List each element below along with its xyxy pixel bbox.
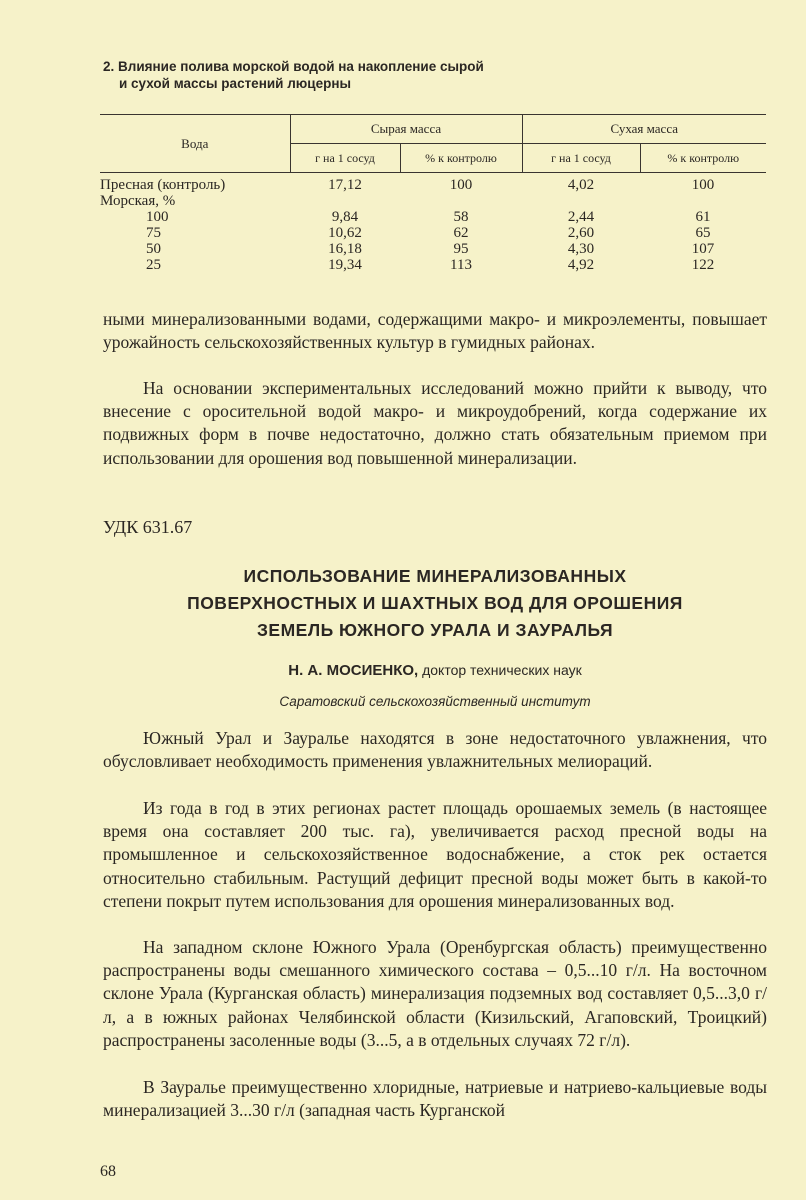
author-line: [103, 662, 767, 679]
row-label: 25: [146, 257, 161, 273]
author-name: Н. А. МОСИЕНКО,: [288, 662, 419, 679]
cell-dry-g: 4,02: [567, 177, 595, 193]
header-dry-mass: Сухая масса: [522, 115, 766, 144]
header-water: Вода: [100, 115, 290, 173]
header-fresh-g: г на 1 сосуд: [290, 144, 400, 173]
institute: Саратовский сельскохозяйственный институт: [279, 694, 591, 709]
cell-fresh-g: 10,62: [328, 225, 362, 241]
table-row: [100, 193, 766, 209]
cell-fresh-pct: [400, 193, 522, 209]
cell-fresh-g: [290, 193, 400, 209]
cell-dry-pct: 61: [695, 209, 711, 225]
cell-dry-g: [522, 193, 640, 209]
row-label: 75: [146, 225, 161, 241]
table-caption: [103, 58, 663, 92]
article-title-line-3: ЗЕМЕЛЬ ЮЖНОГО УРАЛА И ЗАУРАЛЬЯ: [256, 620, 614, 640]
cell-dry-g: 2,60: [567, 225, 595, 241]
cell-fresh-g: 16,18: [328, 241, 362, 257]
table-row: [100, 173, 766, 194]
cell-fresh-g: 9,84: [331, 209, 359, 225]
header-fresh-mass: Сырая масса: [290, 115, 522, 144]
row-label: Морская, %: [100, 193, 176, 209]
article-title: [103, 563, 767, 644]
cell-fresh-g: 19,34: [328, 257, 362, 273]
cell-dry-g: 4,92: [567, 257, 595, 273]
table-caption-line-2: и сухой массы растений люцерны: [119, 76, 352, 91]
paragraph-intro: Южный Урал и Зауралье находятся в зоне недостаточного увлажнения, что обусловливает необходимость применения увлажнительных мелиораций.: [103, 728, 767, 772]
paragraph-trans-ural: В Зауралье преимущественно хлоридные, натриевые и натриево-кальциевые воды минерализацией 3...30 г/л (западная часть Курганской: [103, 1077, 767, 1121]
cell-dry-g: 2,44: [567, 209, 595, 225]
cell-fresh-pct: 100: [449, 177, 473, 193]
table-caption-line-1: 2. Влияние полива морской водой на накопление сырой: [103, 59, 484, 74]
cell-fresh-pct: 58: [453, 209, 469, 225]
article-title-line-2: ПОВЕРХНОСТНЫХ И ШАХТНЫХ ВОД ДЛЯ ОРОШЕНИЯ: [187, 593, 683, 613]
header-fresh-pct: % к контролю: [400, 144, 522, 173]
header-dry-g: г на 1 сосуд: [522, 144, 640, 173]
row-label: 50: [146, 241, 161, 257]
cell-fresh-pct: 113: [450, 257, 472, 273]
paragraph-continuation: ными минерализованными водами, содержащими макро- и микроэлементы, повышает урожайность сельскохозяйственных культур в гумидных районах.: [103, 309, 767, 353]
article-title-line-1: ИСПОЛЬЗОВАНИЕ МИНЕРАЛИЗОВАННЫХ: [243, 566, 627, 586]
cell-dry-pct: 65: [695, 225, 711, 241]
row-label: Пресная (контроль): [100, 177, 226, 193]
cell-dry-pct: 122: [691, 257, 715, 273]
udk-code: УДК 631.67: [103, 517, 193, 537]
cell-fresh-g: 17,12: [328, 177, 362, 193]
table-row: [100, 257, 766, 273]
table-row: [100, 209, 766, 225]
row-label: 100: [146, 209, 169, 225]
header-dry-pct: % к контролю: [640, 144, 766, 173]
paragraph-conclusion: На основании экспериментальных исследований можно прийти к выводу, что внесение с оросительной водой макро- и микроудобрений, когда содержание их подвижных форм в почве недостаточно, должно стать обязательным приемом при использовании для орошения вод повышенной минерализации.: [103, 378, 767, 468]
data-table: [100, 114, 766, 273]
cell-dry-pct: [640, 193, 766, 209]
paragraph-west-slope: На западном склоне Южного Урала (Оренбургская область) преимущественно распространены воды смешанного химического состава – 0,5...10 г/л. На восточном склоне Урала (Курганская область) минерализация подземных вод составляет 0,5...3,0 г/л, а в южных районах Челябинской области (Кизильский, Агаповский, Троицкий) распространены засоленные воды (3...5, а в отдельных случаях 72 г/л).: [103, 937, 767, 1050]
cell-dry-pct: 100: [691, 177, 715, 193]
table-row: [100, 225, 766, 241]
paragraph-area: Из года в год в этих регионах растет площадь орошаемых земель (в настоящее время она составляет 200 тыс. га), увеличивается расход пресной воды на промышленное и сельскохозяйственное водоснабжение, а сток рек остается относительно стабильным. Растущий дефицит пресной воды может быть в какой-то степени покрыт путем использования для орошения минерализованных вод.: [103, 798, 767, 911]
cell-fresh-pct: 62: [453, 225, 469, 241]
cell-dry-g: 4,30: [567, 241, 595, 257]
author-degree: доктор технических наук: [422, 662, 582, 678]
cell-dry-pct: 107: [691, 241, 715, 257]
page-number: 68: [100, 1163, 116, 1180]
table-row: [100, 241, 766, 257]
cell-fresh-pct: 95: [453, 241, 469, 257]
